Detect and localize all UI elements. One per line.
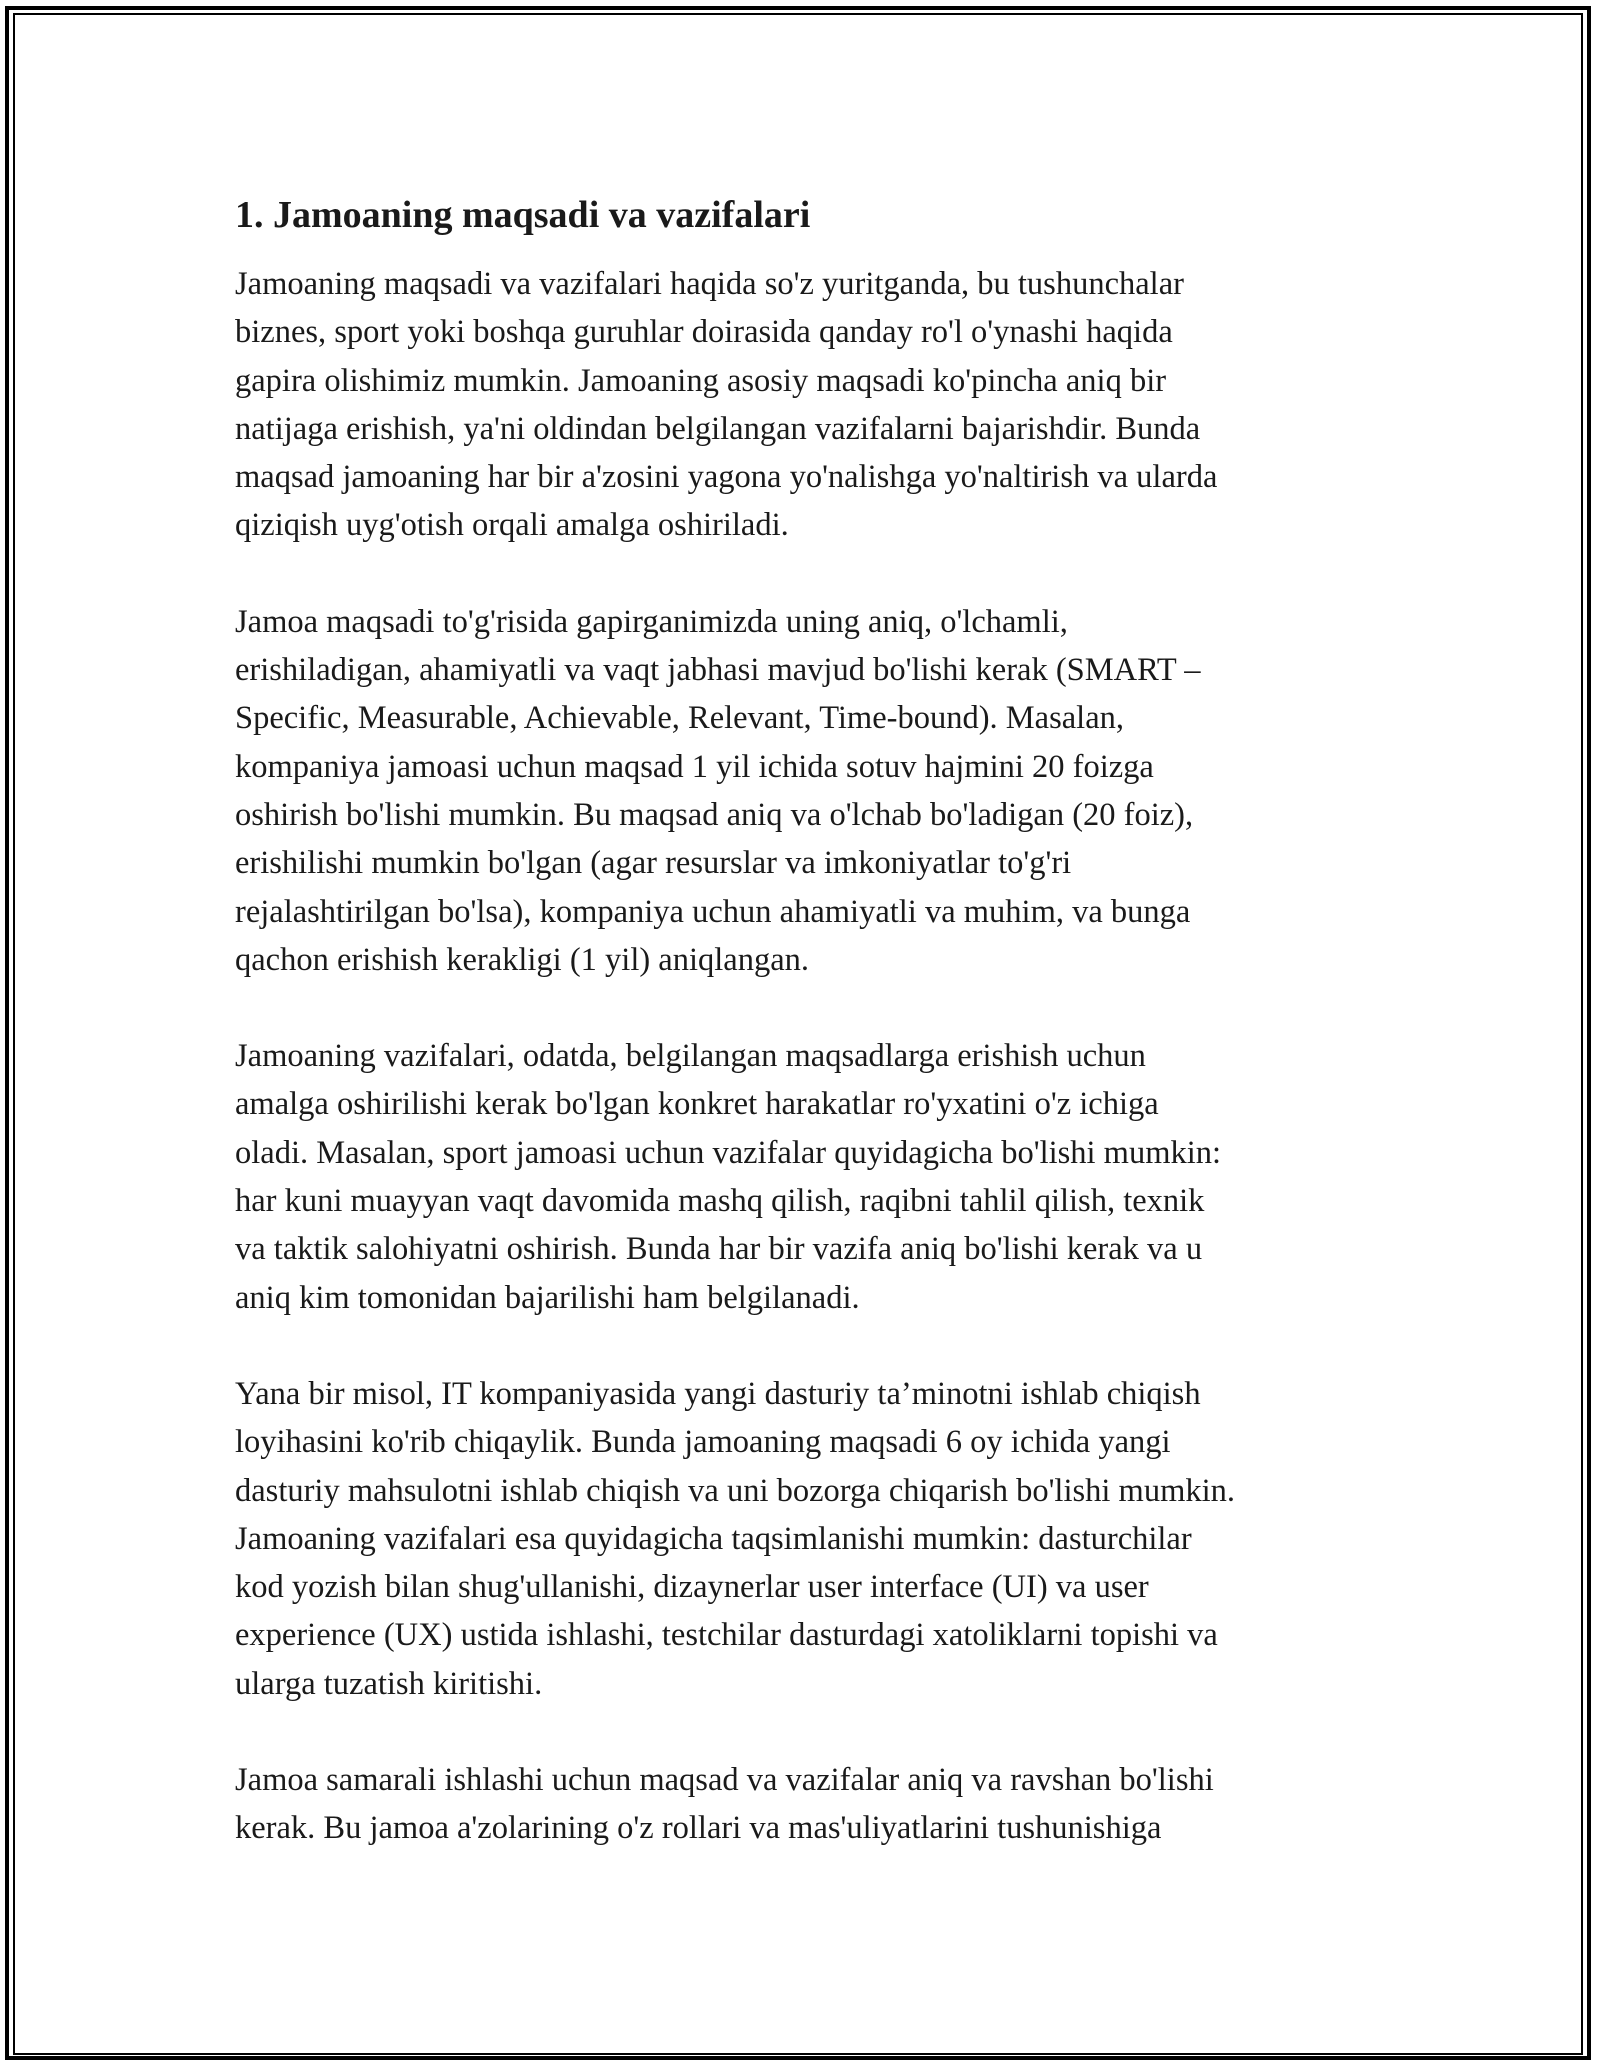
text-line: Specific, Measurable, Achievable, Relevant, Time-bound). Masalan, — [235, 700, 1125, 737]
paragraph-list — [235, 260, 1365, 1853]
paragraph — [235, 598, 1365, 984]
text-line: biznes, sport yoki boshqa guruhlar doirasida qanday ro'l o'ynashi haqida — [235, 314, 1173, 351]
text-line: dasturiy mahsulotni ishlab chiqish va uni bozorga chiqarish bo'lishi mumkin. — [235, 1472, 1236, 1509]
document-body — [235, 188, 1365, 1901]
text-line: qiziqish uyg'otish orqali amalga oshiriladi. — [235, 507, 789, 544]
paragraph — [235, 260, 1365, 550]
section-heading: 1. Jamoaning maqsadi va vazifalari — [235, 194, 811, 236]
text-line: oladi. Masalan, sport jamoasi uchun vazifalar quyidagicha bo'lishi mumkin: — [235, 1134, 1222, 1171]
text-line: har kuni muayyan vaqt davomida mashq qilish, raqibni tahlil qilish, texnik — [235, 1183, 1205, 1220]
text-line: erishiladigan, ahamiyatli va vaqt jabhasi mavjud bo'lishi kerak (SMART – — [235, 652, 1201, 689]
paragraph — [235, 1756, 1365, 1853]
text-line: amalga oshirilishi kerak bo'lgan konkret harakatlar ro'yxatini o'z ichiga — [235, 1086, 1159, 1123]
text-line: Jamoaning maqsadi va vazifalari haqida so'z yuritganda, bu tushunchalar — [235, 266, 1184, 302]
text-line: ularga tuzatish kiritishi. — [235, 1665, 543, 1702]
text-line: gapira olishimiz mumkin. Jamoaning asosiy maqsadi ko'pincha aniq bir — [235, 362, 1167, 399]
text-line: kompaniya jamoasi uchun maqsad 1 yil ichida sotuv hajmini 20 foizga — [235, 748, 1154, 785]
paragraph — [235, 1370, 1365, 1708]
text-line: va taktik salohiyatni oshirish. Bunda har bir vazifa aniq bo'lishi kerak va u — [235, 1231, 1203, 1268]
text-line: Jamoa samarali ishlashi uchun maqsad va vazifalar aniq va ravshan bo'lishi — [235, 1762, 1214, 1799]
text-line: kerak. Bu jamoa a'zolarining o'z rollari va mas'uliyatlarini tushunishiga — [235, 1810, 1162, 1847]
text-line: natijaga erishish, ya'ni oldindan belgilangan vazifalarni bajarishdir. Bunda — [235, 410, 1201, 447]
text-line: oshirish bo'lishi mumkin. Bu maqsad aniq va o'lchab bo'ladigan (20 foiz), — [235, 796, 1194, 833]
text-line: rejalashtirilgan bo'lsa), kompaniya uchun ahamiyatli va muhim, va bunga — [235, 893, 1191, 930]
text-line: Yana bir misol, IT kompaniyasida yangi dasturiy ta’minotni ishlab chiqish — [235, 1375, 1201, 1412]
text-line: Jamoaning vazifalari esa quyidagicha taqsimlanishi mumkin: dasturchilar — [235, 1520, 1192, 1557]
text-line: Jamoa maqsadi to'g'risida gapirganimizda uning aniq, o'lchamli, — [235, 603, 1068, 640]
text-line: aniq kim tomonidan bajarilishi ham belgilanadi. — [235, 1279, 860, 1316]
text-line: erishilishi mumkin bo'lgan (agar resurslar va imkoniyatlar to'g'ri — [235, 845, 1072, 882]
paragraph — [235, 1032, 1365, 1322]
text-line: qachon erishish kerakligi (1 yil) aniqlangan. — [235, 941, 810, 978]
text-line: loyihasini ko'rib chiqaylik. Bunda jamoaning maqsadi 6 oy ichida yangi — [235, 1424, 1171, 1461]
text-line: experience (UX) ustida ishlashi, testchilar dasturdagi xatoliklarni topishi va — [235, 1617, 1218, 1654]
text-line: kod yozish bilan shug'ullanishi, dizaynerlar user interface (UI) va user — [235, 1569, 1149, 1606]
text-line: maqsad jamoaning har bir a'zosini yagona yo'nalishga yo'naltirish va ularda — [235, 459, 1218, 496]
text-line: Jamoaning vazifalari, odatda, belgilangan maqsadlarga erishish uchun — [235, 1038, 1146, 1075]
